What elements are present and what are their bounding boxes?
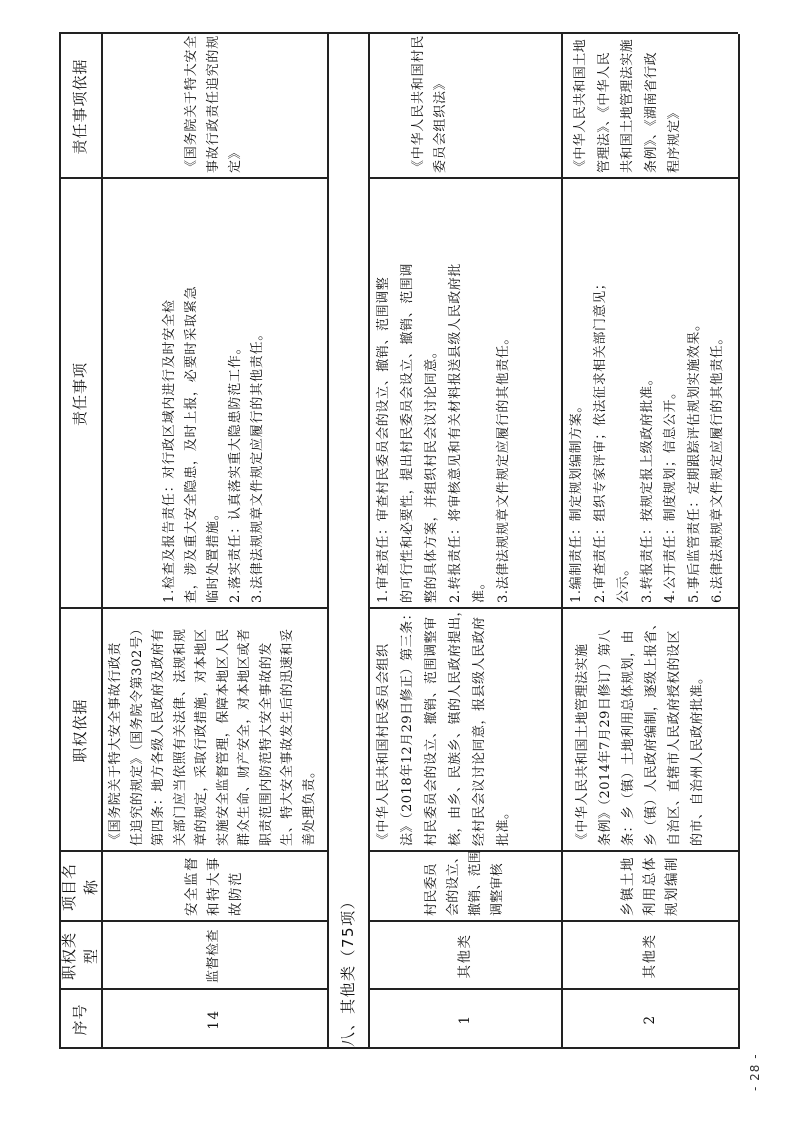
- row2-name: [561, 852, 738, 922]
- row2-basis-line: 乡（镇）人民政府编制，逐级上报省、: [644, 616, 659, 846]
- row1-basis-line: 核，由乡、民族乡、镇的人民政府提出，: [448, 602, 463, 846]
- row1-resp-line: 的可行性和必要性，提出村民委员会设立、撤销、范围调: [400, 262, 415, 603]
- row14-basis-line: 第四条：地方各级人民政府及政府有: [151, 628, 166, 846]
- row1-basis-line: 经村民会议讨论同意，报县级人民政府: [472, 616, 487, 846]
- header-seq: 序号: [71, 1003, 89, 1036]
- row14-basis-line: 《国务院关于特大安全事故行政责: [108, 641, 123, 846]
- row14-responsibility-basis: [101, 34, 327, 179]
- header-type: 职权类型: [60, 932, 100, 981]
- header-responsibility-basis: 责任事项依据: [71, 58, 89, 155]
- row14-name-line: 故防范: [228, 871, 244, 916]
- row14-name-line: 和特大事: [206, 856, 222, 916]
- row2-basis-line: 的市、自治州人民政府批准。: [690, 670, 705, 846]
- row14-basis-line: 善处理负责。: [301, 764, 317, 846]
- row1-name: [368, 849, 561, 922]
- row2-resp-line: 2.审查责任：组织专家评审；依法征求相关部门意见；: [592, 276, 608, 603]
- header-responsibility: 责任事项: [71, 362, 89, 427]
- row14-basis-line: 群众生命、财产安全，对本地区或者: [237, 628, 252, 846]
- row1-resp-line: 2.转报责任：将审核意见和有关材料报送县级人民政府批: [448, 262, 463, 603]
- row14-type: 监督检查: [206, 929, 221, 984]
- row1-name-line: 会的设立、: [445, 849, 461, 916]
- row14-basis: [101, 609, 327, 852]
- row1-resp-line: 准。: [472, 575, 487, 603]
- row2-seq: 2: [641, 1014, 658, 1025]
- page-number: - 28 -: [748, 1053, 762, 1091]
- row1-rb-line: 委员会组织法》: [433, 76, 448, 173]
- row14-name-line: 安全监督: [184, 856, 200, 916]
- row1-name-line: 撤销、范围: [467, 849, 483, 916]
- row2-resp-line: 公示。: [616, 562, 631, 603]
- row14-resp-line: 2.落实责任：认真落实重大隐患防范工作。: [228, 340, 243, 603]
- row14-name: [101, 852, 327, 922]
- row1-resp-line: 1.审查责任：审查村民委员会的设立、撤销、范围调整: [376, 276, 391, 603]
- row14-basis-line: 关部门应当依照有关法律、法规和规: [172, 628, 188, 846]
- header-basis: 职权依据: [71, 698, 89, 763]
- row2-resp-line: 5.事后监管责任：定期跟踪评估规划实施效果。: [686, 317, 702, 603]
- row1-rb-line: 《中华人民共和国村民: [411, 34, 426, 173]
- row2-rb-line: 共和国土地管理法实施: [620, 38, 635, 173]
- row1-resp-line: 3.法律法规规章文件规定应履行的其他责任。: [496, 330, 511, 603]
- header-name: 项目名称: [60, 863, 100, 912]
- row14-resp-line: 1.检查及报告责任：对行政区域内进行及时安全检: [162, 299, 177, 603]
- row14-basis-line: 生、特大安全事故发生后的迅速和妥: [280, 628, 295, 846]
- row2-basis: [561, 609, 738, 852]
- row1-responsibility: [368, 179, 561, 609]
- row1-basis-line: 《中华人民共和国村民委员会组织: [376, 643, 391, 846]
- row2-rb-line: 程序规定》: [667, 105, 682, 173]
- row14-resp-line: 临时处置措施。: [206, 506, 221, 603]
- row2-basis-line: 自治区、直辖市人民政府授权的设区: [667, 629, 682, 846]
- row1-seq: 1: [456, 1014, 473, 1025]
- row14-rb-line: 定》: [228, 145, 243, 173]
- row2-rb-line: 管理法》、《中华人民: [596, 51, 612, 173]
- row1-name-line: 调整审核: [489, 863, 505, 916]
- row1-responsibility-basis: [368, 34, 561, 179]
- row2-name-line: 规划编制: [663, 856, 680, 916]
- row14-basis-line: 章的规定，采取行政措施，对本地区: [194, 628, 209, 846]
- row1-basis: [368, 602, 561, 852]
- row2-rb-line: 《中华人民共和国土地: [573, 38, 588, 173]
- row2-resp-line: 1.编制责任：制定规划编制方案。: [569, 398, 584, 603]
- row2-responsibility: [561, 179, 738, 609]
- row2-name-line: 利用总体: [641, 856, 658, 916]
- row1-basis-line: 法》（2018年12月29日修正）第三条：: [400, 606, 415, 846]
- row2-responsibility-basis: [561, 34, 738, 179]
- row1-name-line: 村民委员: [423, 863, 439, 916]
- row1-basis-line: 批准。: [496, 805, 511, 846]
- row1-resp-line: 整的具体方案，并组织村民会议讨论同意。: [424, 344, 439, 603]
- section-title: 八、其他类（75项）: [338, 892, 357, 1047]
- row2-basis-line: 条：乡（镇）土地利用总体规划，由: [621, 629, 636, 846]
- row14-responsibility: [101, 179, 327, 609]
- row14-basis-line: 任追究的规定》（国务院令第302号）: [129, 621, 145, 846]
- row1-basis-line: 村民委员会的设立、撤销、范围调整审: [424, 616, 439, 846]
- row2-basis-line: 《中华人民共和国土地管理法实施: [575, 643, 590, 846]
- row14-rb-line: 事故行政责任追究的规: [206, 34, 221, 173]
- row2-rb-line: 条例》、《湖南省行政: [643, 51, 659, 173]
- row2-resp-line: 3.转报责任：按规定报上级政府批准。: [639, 371, 655, 603]
- row14-basis-line: 职责范围内防范特大安全事故的发: [258, 641, 274, 846]
- row2-basis-line: 条例》（2014年7月29日修订）第八: [598, 629, 613, 846]
- row14-resp-line: 3.法律法规规章文件规定应履行的其他责任。: [250, 326, 265, 603]
- row2-type: 其他类: [641, 933, 658, 979]
- row1-type: 其他类: [456, 933, 473, 979]
- row2-resp-line: 4.公开责任：制度规划；信息公开。: [663, 385, 678, 603]
- row14-seq: 14: [206, 1009, 222, 1030]
- row2-resp-line: 6.法律法规规章文件规定应履行的其他责任。: [710, 330, 725, 603]
- row14-rb-line: 《国务院关于特大安全: [184, 34, 199, 173]
- row2-name-line: 乡镇土地: [619, 856, 636, 916]
- row14-resp-line: 查，涉及重大安全隐患，及时上报，必要时采取紧急: [184, 285, 199, 603]
- row14-basis-line: 实施安全监督管理，保障本地区人民: [215, 628, 231, 846]
- responsibility-table: [59, 34, 738, 1049]
